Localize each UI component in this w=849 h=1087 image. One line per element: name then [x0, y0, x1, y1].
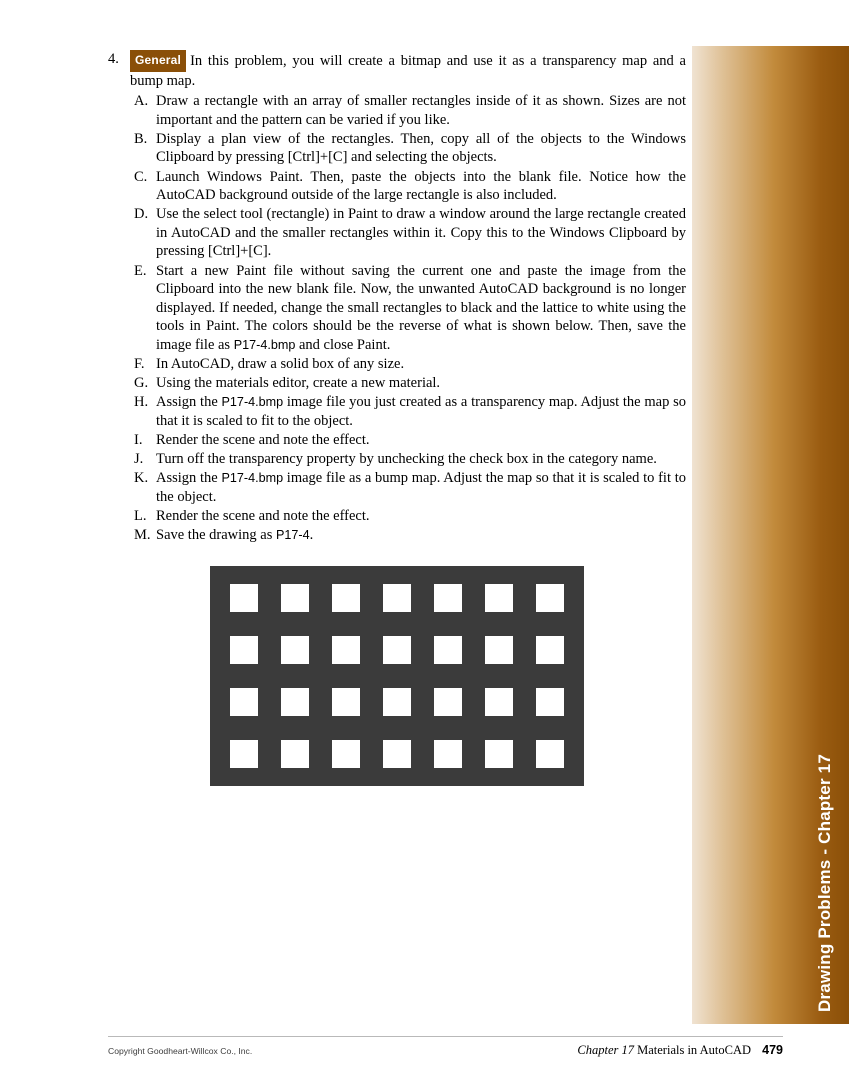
footer-chapter-info	[577, 1043, 783, 1058]
step-text: Save the drawing as P17-4.	[156, 526, 314, 543]
list-item	[134, 262, 686, 355]
bitmap-cell	[332, 688, 360, 716]
list-item	[134, 431, 686, 450]
file-name: P17-4	[221, 471, 256, 486]
footer-chapter: Chapter 17	[577, 1043, 634, 1057]
bitmap-cell	[485, 740, 513, 768]
step-text: Draw a rectangle with an array of smaller rectangles inside of it as shown. Sizes are not important and the pattern can be varied if you like.	[156, 93, 686, 128]
bitmap-cell	[434, 740, 462, 768]
page-content	[108, 50, 686, 786]
step-text: Render the scene and note the effect.	[156, 431, 370, 448]
bitmap-cell	[485, 688, 513, 716]
list-item	[134, 469, 686, 506]
bitmap-cell	[230, 740, 258, 768]
file-name: P17-4.bmp	[221, 471, 284, 486]
chapter-side-tab	[692, 46, 849, 1024]
bitmap-cell	[383, 584, 411, 612]
step-text: Launch Windows Paint. Then, paste the objects into the blank file. Notice how the AutoCAD background outside of the large rectangle is also included.	[156, 168, 686, 204]
bitmap-cell	[383, 636, 411, 664]
copyright-text: Copyright Goodheart-Willcox Co., Inc.	[108, 1046, 253, 1056]
list-item	[134, 92, 686, 129]
problem-4	[108, 50, 686, 90]
bitmap-cell	[485, 636, 513, 664]
step-letter: I.	[134, 431, 143, 448]
page-footer	[108, 1043, 783, 1058]
step-text: Start a new Paint file without saving the current one and paste the image from the Clipboard into the new blank file. Now, the unwanted AutoCAD background is no longer displayed. If needed, change the small rectangles to black and the lattice to white using the tools in Paint. The colors should be the reverse of what is shown below. Then, save the image file as P17-4.bmp and close Paint.	[156, 262, 686, 353]
step-text: Assign the P17-4.bmp image file as a bump map. Adjust the map so that it is scaled to fit to the object.	[156, 470, 687, 505]
file-name: P17-4	[233, 337, 268, 352]
step-text: In AutoCAD, draw a solid box of any size.	[156, 356, 405, 372]
bitmap-cell	[281, 688, 309, 716]
bitmap-lattice-figure	[210, 566, 584, 786]
bitmap-cell	[434, 636, 462, 664]
bitmap-cell	[230, 584, 258, 612]
step-letter: M.	[134, 526, 151, 543]
bitmap-cell	[434, 584, 462, 612]
bitmap-cell	[281, 740, 309, 768]
bitmap-cell	[536, 636, 564, 664]
problem-steps-list	[108, 92, 686, 544]
general-badge: General	[130, 50, 186, 72]
footer-divider	[108, 1036, 783, 1037]
bitmap-cell	[485, 584, 513, 612]
bitmap-cell	[434, 688, 462, 716]
bitmap-cell	[536, 740, 564, 768]
figure-container	[108, 566, 686, 786]
step-letter: K.	[134, 470, 149, 487]
list-item	[134, 393, 686, 430]
step-text: Display a plan view of the rectangles. Then, copy all of the objects to the Windows Clipboard by pressing [Ctrl]+[C] and selecting the objects.	[156, 130, 686, 166]
step-letter: L.	[134, 507, 147, 524]
file-name: P17-4	[221, 395, 256, 410]
step-letter: A.	[134, 93, 149, 110]
step-letter: G.	[134, 375, 149, 392]
bitmap-cell	[383, 688, 411, 716]
list-item	[134, 130, 686, 167]
problem-number: 4.	[108, 51, 119, 67]
bitmap-cell	[332, 740, 360, 768]
list-item	[134, 450, 686, 469]
step-letter: D.	[134, 206, 149, 223]
bitmap-cell	[281, 584, 309, 612]
footer-chapter-title: Materials in AutoCAD	[637, 1043, 752, 1057]
bitmap-cell	[332, 584, 360, 612]
list-item	[134, 355, 686, 374]
bitmap-cell	[536, 584, 564, 612]
step-text: Turn off the transparency property by unchecking the check box in the category name.	[156, 450, 657, 467]
step-text: Render the scene and note the effect.	[156, 507, 370, 524]
bitmap-cell	[383, 740, 411, 768]
step-letter: H.	[134, 394, 149, 411]
step-letter: F.	[134, 356, 145, 372]
list-item	[134, 205, 686, 261]
file-name: P17-4.bmp	[221, 395, 284, 410]
bitmap-cell	[332, 636, 360, 664]
file-name: P17-4.bmp	[233, 337, 296, 352]
step-text: Use the select tool (rectangle) in Paint to draw a window around the large rectangle created in AutoCAD and the smaller rectangles within it. Copy this to the Windows Clipboard by pressing [Ctrl]+[C].	[156, 206, 686, 260]
bitmap-cell	[230, 688, 258, 716]
list-item	[134, 526, 686, 545]
step-text: Assign the P17-4.bmp image file you just created as a transparency map. Adjust the map so that it is scaled to fit to the object.	[156, 394, 686, 429]
bitmap-cell	[281, 636, 309, 664]
file-name: P17-4	[276, 527, 310, 542]
step-letter: C.	[134, 168, 148, 185]
bitmap-cell	[230, 636, 258, 664]
list-item	[134, 374, 686, 393]
bitmap-cell	[536, 688, 564, 716]
step-letter: E.	[134, 262, 147, 279]
problem-intro	[130, 50, 686, 90]
step-letter: J.	[134, 450, 144, 467]
step-letter: B.	[134, 130, 148, 147]
problem-intro-text: In this problem, you will create a bitmap and use it as a transparency map and a bump map.	[130, 53, 686, 89]
chapter-side-tab-label: Drawing Problems - Chapter 17	[815, 753, 834, 1012]
list-item	[134, 168, 686, 205]
list-item	[134, 507, 686, 526]
step-text: Using the materials editor, create a new material.	[156, 375, 441, 392]
page-number: 479	[762, 1043, 783, 1057]
